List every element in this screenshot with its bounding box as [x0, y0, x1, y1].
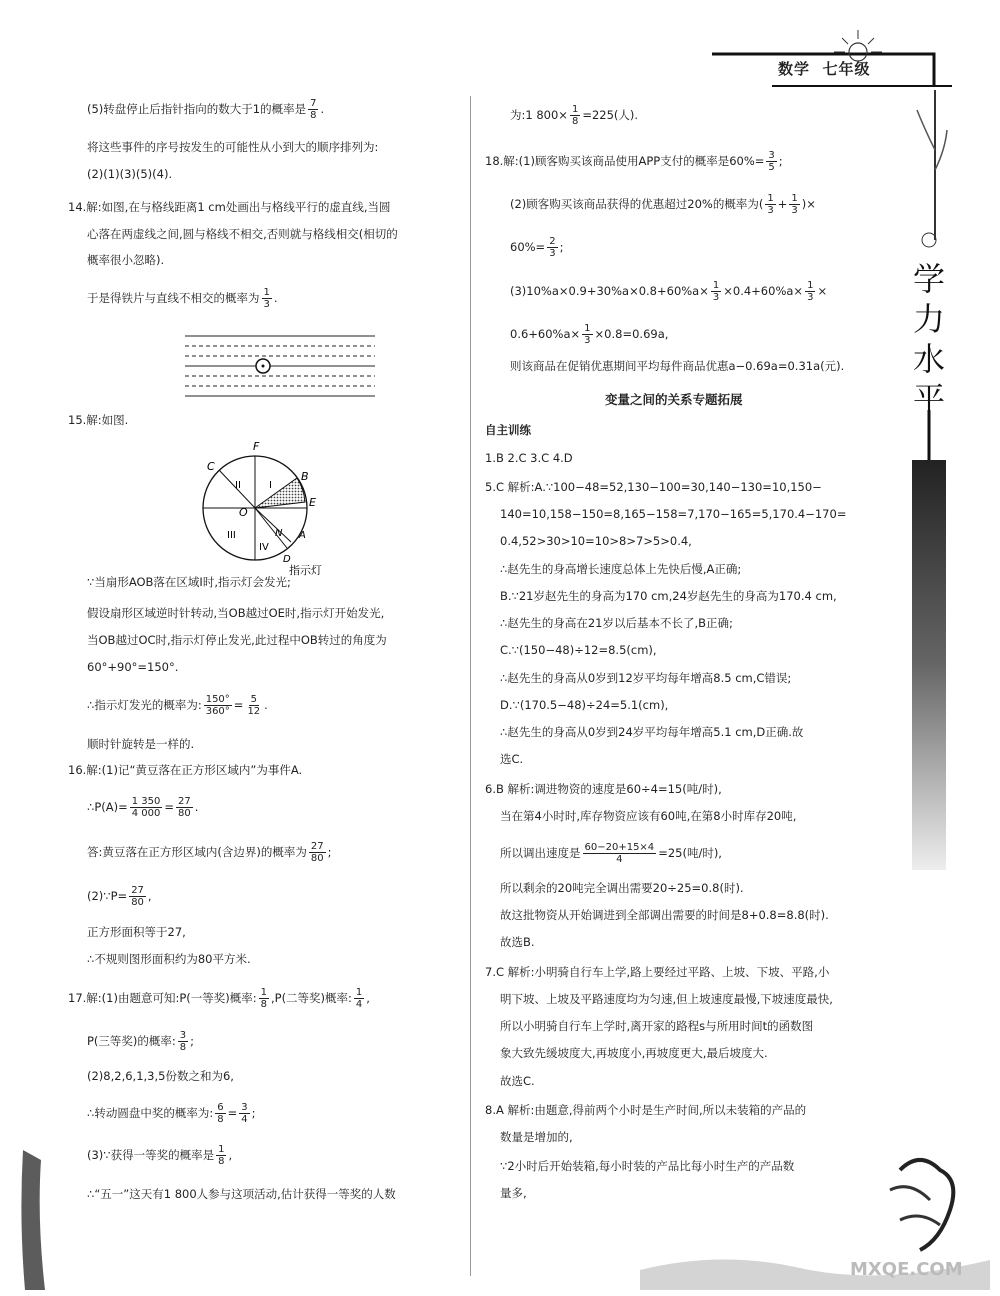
answer7-line-4: 象大致先缓坡度大,再坡度小,再坡度更大,最后坡度大.: [500, 1046, 768, 1060]
answer6-line-6: 故选B.: [500, 935, 535, 949]
svg-text:D: D: [283, 554, 291, 565]
answer5-line-11: 选C.: [500, 752, 524, 766]
q16-line-3: 答:黄豆落在正方形区域内(含边界)的概率为 $\frac{27}{80}$ ;: [87, 841, 332, 864]
answer-line-1: 1.B 2.C 3.C 4.D: [485, 451, 573, 465]
answer7-line-5: 故选C.: [500, 1074, 535, 1088]
answer7-line-2: 明下坡、上坡及平路速度均为匀速,但上坡速度最慢,下坡速度最快,: [500, 992, 833, 1006]
q18-line-1: 18.解:(1)顾客购买该商品使用APP支付的概率是60%= $\frac{3}{5}$ ;: [485, 150, 783, 173]
q18-line-2: (2)顾客购买该商品获得的优惠超过20%的概率为( $\frac{1}{3}$ + $\frac{1}{3}$ )×: [510, 193, 816, 216]
answer6-line-5: 故这批物资从开始调进到全部调出需要的时间是8+0.8=8.8(时).: [500, 908, 829, 922]
answer5-line-2: 140=10,158−150=8,165−158=7,170−165=5,170.4−170=: [500, 507, 847, 521]
answer6-line-2: 当在第4小时时,库存物资应该有60吨,在第8小时库存20吨,: [500, 809, 797, 823]
svg-text:指示灯: 指示灯: [289, 564, 322, 576]
answer8-line-4: 量多,: [500, 1186, 527, 1200]
answer7-line-1: 7.C 解析:小明骑自行车上学,路上要经过平路、上坡、下坡、平路,小: [485, 965, 830, 979]
q16-line-5: 正方形面积等于27,: [87, 925, 186, 939]
answer5-line-7: C.∵(150−48)÷12=8.5(cm),: [500, 643, 657, 657]
q14-line-4: 于是得铁片与直线不相交的概率为 $\frac{1}{3}$ .: [87, 287, 278, 310]
q16-line-4: (2)∵P= $\frac{27}{80}$ ,: [87, 885, 152, 908]
answer5-line-1: 5.C 解析:A.∵100−48=52,130−100=30,140−130=10,150−: [485, 480, 822, 494]
q18-line-3: 60%= $\frac{2}{3}$ ;: [510, 236, 564, 259]
svg-text:平: 平: [912, 380, 946, 418]
answer8-line-2: 数量是增加的,: [500, 1130, 573, 1144]
q15-line-1: 15.解:如图.: [68, 413, 129, 427]
column-divider: [470, 96, 471, 1276]
q17-line-2: P(三等奖)的概率: $\frac{3}{8}$ ;: [87, 1030, 195, 1053]
svg-text:N: N: [275, 528, 283, 539]
q17-line-3: (2)8,2,6,1,3,5份数之和为6,: [87, 1069, 234, 1083]
svg-text:B: B: [301, 470, 309, 483]
q15-line-7: 顺时针旋转是一样的.: [87, 737, 195, 751]
q16-line-1: 16.解:(1)记“黄豆落在正方形区域内”为事件A.: [68, 763, 303, 777]
q18-line-6: 则该商品在促销优惠期间平均每件商品优惠a−0.69a=0.31a(元).: [510, 359, 845, 373]
q17-line-6: ∴“五一”这天有1 800人参与这项活动,估计获得一等奖的人数: [87, 1187, 396, 1201]
q17-line-1: 17.解:(1)由题意可知:P(一等奖)概率: $\frac{1}{8}$ ,P(二等奖)概率: $\frac{1}{4}$ ,: [68, 987, 370, 1010]
svg-text:IV: IV: [259, 542, 269, 553]
q16-line-6: ∴不规则图形面积约为80平方米.: [87, 952, 251, 966]
svg-text:学: 学: [912, 260, 946, 298]
sub-title: 自主训练: [485, 423, 531, 437]
section-title: 变量之间的关系专题拓展: [605, 392, 743, 407]
answer5-line-4: ∴赵先生的身高增长速度总体上先快后慢,A正确;: [500, 562, 742, 576]
svg-text:II: II: [235, 480, 241, 491]
answer6-line-4: 所以剩余的20吨完全调出需要20÷25=0.8(时).: [500, 881, 744, 895]
header-subject: 数学: [778, 60, 811, 78]
svg-text:水: 水: [912, 340, 946, 378]
q14-line-2: 心落在两虚线之间,圆与格线不相交,否则就与格线相交(相切的: [87, 227, 398, 241]
answer5-line-6: ∴赵先生的身高在21岁以后基本不长了,B正确;: [500, 616, 733, 630]
svg-text:力: 力: [912, 300, 946, 338]
q16-line-2: ∴P(A)= $\frac{1 350}{4 000}$ = $\frac{27}{80}$ .: [87, 796, 199, 819]
sun-icon: [830, 26, 886, 66]
svg-text:F: F: [253, 440, 260, 453]
q18-line-4: (3)10%a×0.9+30%a×0.8+60%a× $\frac{1}{3}$ ×0.4+60%a× $\frac{1}{3}$ ×: [510, 280, 828, 303]
svg-text:III: III: [227, 530, 236, 541]
left-line-2: 将这些事件的序号按发生的可能性从小到大的顺序排列为:: [87, 140, 379, 154]
q14-line-1: 14.解:如图,在与格线距离1 cm处画出与格线平行的虚直线,当圆: [68, 200, 391, 214]
svg-text:O: O: [239, 506, 248, 519]
q15-line-5: 60°+90°=150°.: [87, 660, 179, 674]
twig-decoration: [895, 90, 955, 240]
svg-text:A: A: [299, 530, 306, 541]
spinner-figure: [195, 436, 335, 576]
svg-text:I: I: [269, 480, 272, 491]
left-line-3: (2)(1)(3)(5)(4).: [87, 167, 173, 181]
answer8-line-3: ∵2小时后开始装箱,每小时装的产品比每小时生产的产品数: [500, 1159, 795, 1173]
q18-line-5: 0.6+60%a× $\frac{1}{3}$ ×0.8=0.69a,: [510, 323, 669, 346]
answer7-line-3: 所以小明骑自行车上学时,离开家的路程s与所用时间t的函数图: [500, 1019, 814, 1033]
answer5-line-5: B.∵21岁赵先生的身高为170 cm,24岁赵先生的身高为170.4 cm,: [500, 589, 837, 603]
answer6-line-3: 所以调出速度是 $\frac{60-20+15\times 4}{4}$ =25(吨/时),: [500, 842, 722, 865]
side-banner: [908, 230, 950, 870]
right-line-1: 为:1 800× $\frac{1}{8}$ =225(人).: [510, 104, 639, 127]
svg-text:C: C: [207, 460, 215, 473]
answer8-line-1: 8.A 解析:由题意,得前两个小时是生产时间,所以未装箱的产品的: [485, 1103, 807, 1117]
q15-line-2: ∵当扇形AOB落在区域Ⅰ时,指示灯会发光;: [87, 575, 291, 589]
q15-line-4: 当OB越过OC时,指示灯停止发光,此过程中OB转过的角度为: [87, 633, 387, 647]
answer5-line-9: D.∵(170.5−48)÷24=5.1(cm),: [500, 698, 669, 712]
answer6-line-1: 6.B 解析:调进物资的速度是60÷4=15(吨/时),: [485, 782, 722, 796]
watermark: MXQE.COM: [850, 1259, 963, 1280]
q17-line-4: ∴转动圆盘中奖的概率为: $\frac{6}{8}$ = $\frac{3}{4}$ ;: [87, 1102, 256, 1125]
svg-text:E: E: [309, 496, 316, 509]
grid-lines-figure: [185, 328, 375, 404]
header-grade: 七年级: [822, 60, 871, 78]
ink-smudge-decoration: [15, 1150, 55, 1290]
q15-line-6: ∴指示灯发光的概率为: $\frac{150^\circ}{360^\circ}$ = $\frac{5}{12}$ .: [87, 694, 268, 717]
q17-line-5: (3)∵获得一等奖的概率是 $\frac{1}{8}$ ,: [87, 1144, 233, 1167]
answer5-line-3: 0.4,52>30>10=10>8>7>5>0.4,: [500, 534, 692, 548]
left-line-1: (5)转盘停止后指针指向的数大于1的概率是 $\frac{7}{8}$ .: [87, 98, 325, 121]
q14-line-3: 概率很小忽略).: [87, 253, 165, 267]
answer5-line-10: ∴赵先生的身高从0岁到24岁平均每年增高5.1 cm,D正确.故: [500, 725, 804, 739]
q15-line-3: 假设扇形区域逆时针转动,当OB越过OE时,指示灯开始发光,: [87, 606, 385, 620]
answer5-line-8: ∴赵先生的身高从0岁到12岁平均每年增高8.5 cm,C错误;: [500, 671, 792, 685]
